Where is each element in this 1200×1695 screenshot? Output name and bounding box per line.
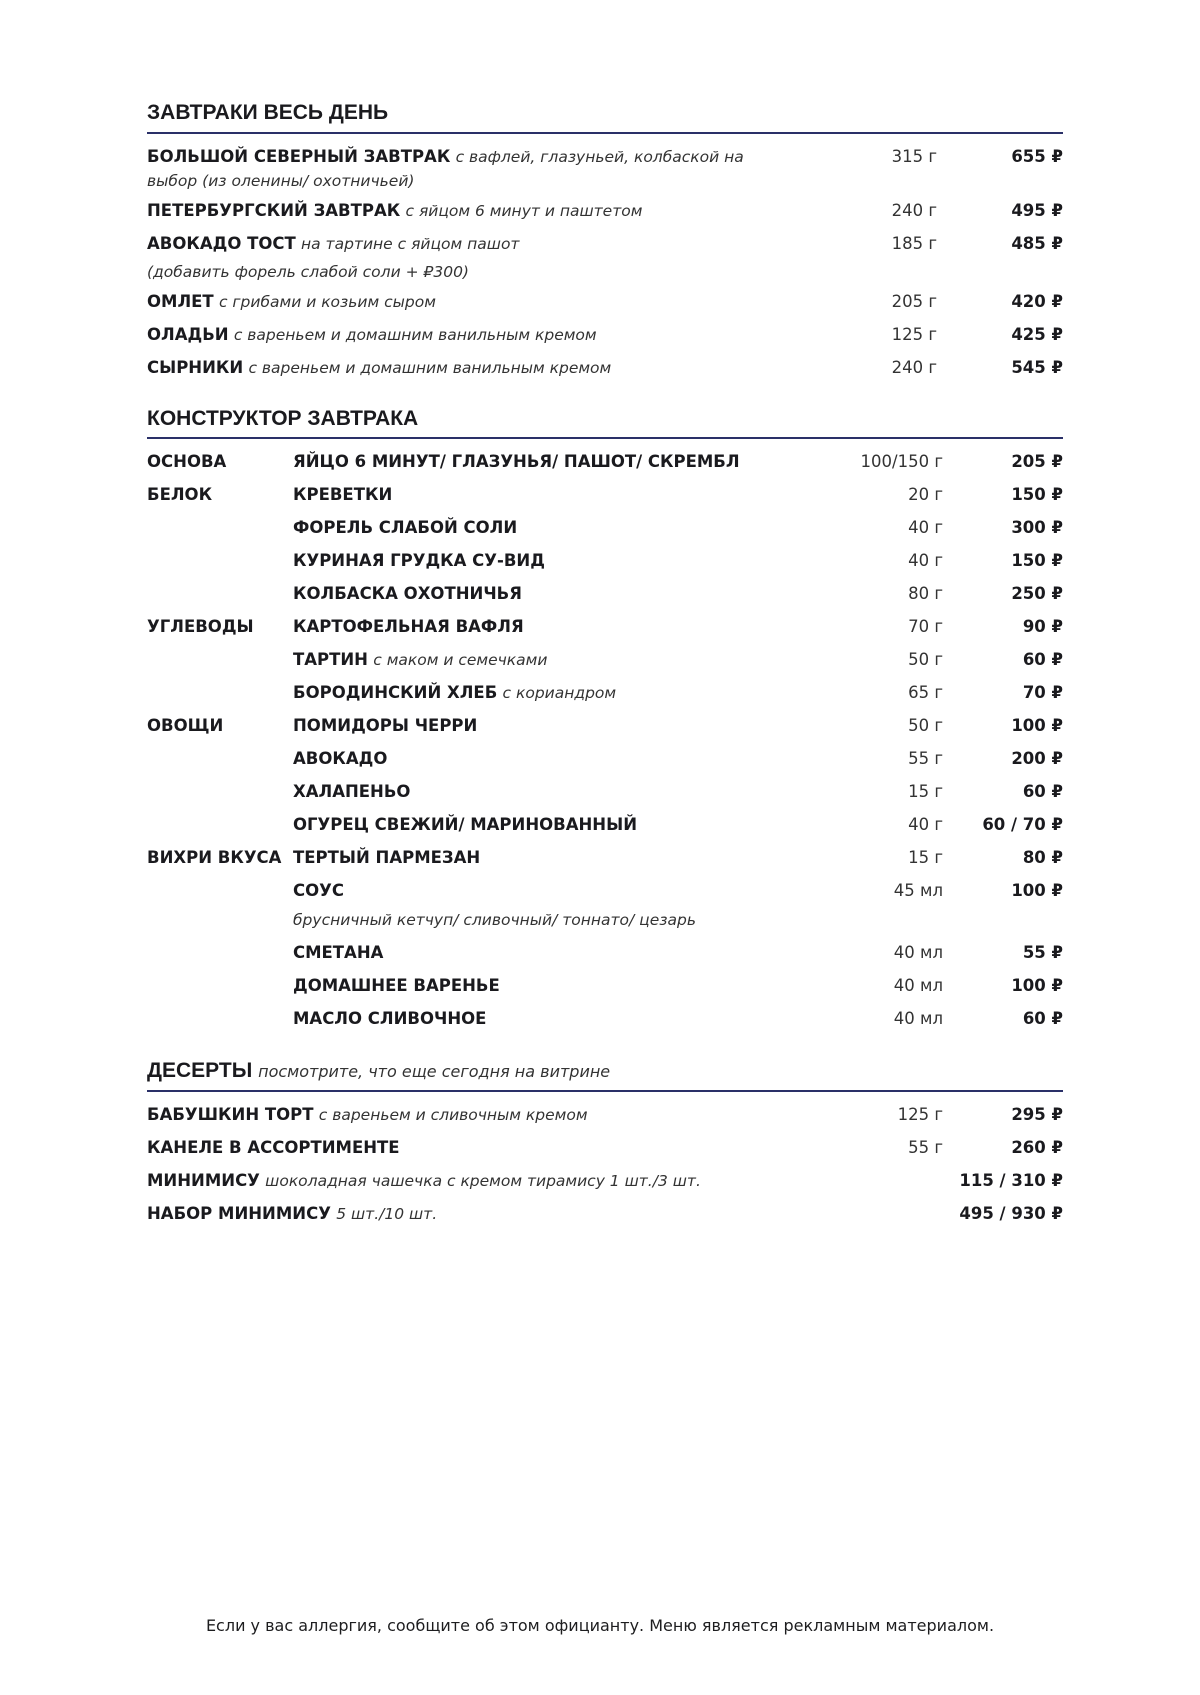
constructor-item [293, 713, 477, 739]
item-name-wrap [147, 1102, 588, 1128]
item-weight: 125 г [891, 325, 937, 344]
constructor-item [293, 812, 637, 838]
item-description-continued: выбор (из оленины/ охотничьей) [147, 172, 415, 190]
item-name: ХАЛАПЕНЬО [293, 782, 411, 801]
item-price: 260 ₽ [1011, 1138, 1063, 1157]
item-price: 70 ₽ [1022, 683, 1063, 702]
item-weight: 15 г [908, 848, 943, 867]
constructor-category: УГЛЕВОДЫ [147, 617, 254, 636]
constructor-item [293, 449, 740, 475]
item-name: МАСЛО СЛИВОЧНОЕ [293, 1009, 487, 1028]
section-title-note: посмотрите, что еще сегодня на витрине [258, 1062, 611, 1081]
item-name: ОГУРЕЦ СВЕЖИЙ/ МАРИНОВАННЫЙ [293, 815, 638, 834]
menu-item [147, 1201, 1063, 1227]
item-price: 655 ₽ [1011, 147, 1063, 166]
item-name: КАРТОФЕЛЬНАЯ ВАФЛЯ [293, 617, 524, 636]
item-weight: 65 г [908, 683, 943, 702]
item-price: 295 ₽ [1011, 1105, 1063, 1124]
menu-item [147, 144, 1063, 170]
constructor-item [293, 1006, 486, 1032]
item-name-wrap [147, 231, 519, 257]
constructor-row [147, 515, 1063, 541]
item-price: 420 ₽ [1011, 292, 1063, 311]
section-title-desserts [147, 1059, 1063, 1083]
item-price: 60 ₽ [1022, 1009, 1063, 1028]
item-name: ФОРЕЛЬ СЛАБОЙ СОЛИ [293, 518, 518, 537]
item-weight: 40 мл [893, 943, 943, 962]
item-weight: 40 г [908, 815, 943, 834]
item-weight: 55 г [908, 749, 943, 768]
item-name: СОУС [293, 881, 344, 900]
constructor-row [147, 614, 1063, 640]
item-weight: 205 г [891, 292, 937, 311]
constructor-item [293, 779, 410, 805]
item-price: 150 ₽ [1011, 485, 1063, 504]
item-price: 495 / 930 ₽ [959, 1204, 1063, 1223]
item-weight: 240 г [891, 358, 937, 377]
item-name-wrap [147, 1168, 701, 1194]
constructor-row [147, 746, 1063, 772]
constructor-row [147, 482, 1063, 508]
item-name: БОЛЬШОЙ СЕВЕРНЫЙ ЗАВТРАК [147, 147, 451, 166]
constructor-row [147, 973, 1063, 999]
constructor-row [147, 1006, 1063, 1032]
item-weight: 100/150 г [860, 452, 943, 471]
section-divider [147, 132, 1063, 134]
item-name: ОМЛЕТ [147, 292, 214, 311]
menu-item [147, 322, 1063, 348]
item-name: КАНЕЛЕ В АССОРТИМЕНТЕ [147, 1138, 400, 1157]
constructor-item [293, 515, 517, 541]
item-weight: 50 г [908, 716, 943, 735]
item-description: с кориандром [502, 684, 617, 702]
item-price: 485 ₽ [1011, 234, 1063, 253]
constructor-item [293, 482, 392, 508]
item-weight: 185 г [891, 234, 937, 253]
item-price: 90 ₽ [1022, 617, 1063, 636]
section-title-constructor: КОНСТРУКТОР ЗАВТРАКА [147, 407, 419, 430]
item-name: ПОМИДОРЫ ЧЕРРИ [293, 716, 478, 735]
constructor-item [293, 614, 524, 640]
constructor-category: ВИХРИ ВКУСА [147, 848, 282, 867]
item-price: 495 ₽ [1011, 201, 1063, 220]
constructor-row [147, 779, 1063, 805]
constructor-row [147, 940, 1063, 966]
constructor-row [147, 878, 1063, 904]
item-name-wrap [147, 198, 642, 224]
menu-item [147, 1135, 1063, 1161]
item-name-wrap [147, 1135, 400, 1161]
item-price: 545 ₽ [1011, 358, 1063, 377]
item-description: с вареньем и сливочным кремом [318, 1106, 588, 1124]
item-weight: 125 г [897, 1105, 943, 1124]
item-price: 60 ₽ [1022, 782, 1063, 801]
item-name: АВОКАДО ТОСТ [147, 234, 296, 253]
item-name-wrap [147, 322, 597, 348]
item-name: КУРИНАЯ ГРУДКА СУ-ВИД [293, 551, 545, 570]
item-price: 150 ₽ [1011, 551, 1063, 570]
constructor-category: ОСНОВА [147, 452, 227, 471]
item-weight: 40 г [908, 551, 943, 570]
item-name: ОЛАДЬИ [147, 325, 229, 344]
allergy-disclaimer: Если у вас аллергия, сообщите об этом официанту. Меню является рекламным материалом. [205, 1616, 995, 1635]
item-weight: 20 г [908, 485, 943, 504]
item-addon-note: (добавить форель слабой соли + ₽300) [147, 263, 469, 281]
constructor-category: БЕЛОК [147, 485, 213, 504]
item-weight: 240 г [891, 201, 937, 220]
item-weight: 70 г [908, 617, 943, 636]
item-weight: 45 мл [893, 881, 943, 900]
constructor-item [293, 845, 480, 871]
constructor-item [293, 581, 522, 607]
item-price: 425 ₽ [1011, 325, 1063, 344]
item-description: с яйцом 6 минут и паштетом [405, 202, 643, 220]
menu-item [147, 1168, 1063, 1194]
constructor-row [147, 581, 1063, 607]
item-weight: 315 г [891, 147, 937, 166]
item-price: 250 ₽ [1011, 584, 1063, 603]
constructor-item [293, 878, 344, 904]
item-options: брусничный кетчуп/ сливочный/ тоннато/ цезарь [293, 911, 696, 929]
constructor-row [147, 449, 1063, 475]
item-price: 60 / 70 ₽ [982, 815, 1063, 834]
item-price: 100 ₽ [1011, 881, 1063, 900]
item-description: с грибами и козьим сыром [218, 293, 436, 311]
item-name-wrap [147, 144, 744, 170]
item-description: с вареньем и домашним ванильным кремом [248, 359, 612, 377]
item-name: ЯЙЦО 6 МИНУТ/ ГЛАЗУНЬЯ/ ПАШОТ/ СКРЕМБЛ [293, 452, 740, 471]
constructor-category: ОВОЩИ [147, 716, 224, 735]
item-name: СЫРНИКИ [147, 358, 244, 377]
item-name: ПЕТЕРБУРГСКИЙ ЗАВТРАК [147, 201, 401, 220]
item-name: ТАРТИН [293, 650, 368, 669]
constructor-item [293, 680, 616, 706]
item-name: НАБОР МИНИМИСУ [147, 1204, 331, 1223]
section-title-breakfast: ЗАВТРАКИ ВЕСЬ ДЕНЬ [147, 101, 389, 124]
item-name: МИНИМИСУ [147, 1171, 260, 1190]
item-name-wrap [147, 355, 611, 381]
item-price: 100 ₽ [1011, 976, 1063, 995]
constructor-item [293, 647, 547, 673]
item-weight: 80 г [908, 584, 943, 603]
constructor-item [293, 940, 383, 966]
item-name: БОРОДИНСКИЙ ХЛЕБ [293, 683, 498, 702]
section-divider [147, 1090, 1063, 1092]
item-price: 80 ₽ [1022, 848, 1063, 867]
item-name: КРЕВЕТКИ [293, 485, 393, 504]
menu-item [147, 198, 1063, 224]
item-description: 5 шт./10 шт. [336, 1205, 438, 1223]
constructor-item [293, 973, 500, 999]
item-price: 60 ₽ [1022, 650, 1063, 669]
item-name: СМЕТАНА [293, 943, 384, 962]
item-description: с вареньем и домашним ванильным кремом [233, 326, 597, 344]
item-name-wrap [147, 289, 436, 315]
item-price: 200 ₽ [1011, 749, 1063, 768]
item-name: КОЛБАСКА ОХОТНИЧЬЯ [293, 584, 522, 603]
item-price: 115 / 310 ₽ [959, 1171, 1063, 1190]
item-name: ДОМАШНЕЕ ВАРЕНЬЕ [293, 976, 500, 995]
item-name-wrap [147, 1201, 437, 1227]
menu-item [147, 231, 1063, 257]
constructor-row [147, 845, 1063, 871]
constructor-row [147, 680, 1063, 706]
item-weight: 55 г [908, 1138, 943, 1157]
item-weight: 40 г [908, 518, 943, 537]
constructor-row [147, 812, 1063, 838]
item-name: ТЕРТЫЙ ПАРМЕЗАН [293, 848, 481, 867]
item-name: АВОКАДО [293, 749, 388, 768]
item-weight: 40 мл [893, 976, 943, 995]
item-weight: 50 г [908, 650, 943, 669]
item-price: 55 ₽ [1022, 943, 1063, 962]
item-description: с вафлей, глазуньей, колбаской на [455, 148, 744, 166]
item-price: 100 ₽ [1011, 716, 1063, 735]
constructor-row [147, 647, 1063, 673]
section-divider [147, 437, 1063, 439]
item-description: с маком и семечками [373, 651, 548, 669]
menu-item [147, 1102, 1063, 1128]
item-weight: 40 мл [893, 1009, 943, 1028]
item-price: 300 ₽ [1011, 518, 1063, 537]
menu-item [147, 355, 1063, 381]
item-price: 205 ₽ [1011, 452, 1063, 471]
item-description: на тартине с яйцом пашот [301, 235, 520, 253]
menu-item [147, 289, 1063, 315]
item-name: БАБУШКИН ТОРТ [147, 1105, 314, 1124]
constructor-item [293, 548, 545, 574]
section-title-text: ДЕСЕРТЫ [147, 1059, 253, 1082]
constructor-row [147, 713, 1063, 739]
item-description: шоколадная чашечка с кремом тирамису 1 шт./3 шт. [265, 1172, 701, 1190]
constructor-row [147, 548, 1063, 574]
item-weight: 15 г [908, 782, 943, 801]
constructor-item [293, 746, 387, 772]
